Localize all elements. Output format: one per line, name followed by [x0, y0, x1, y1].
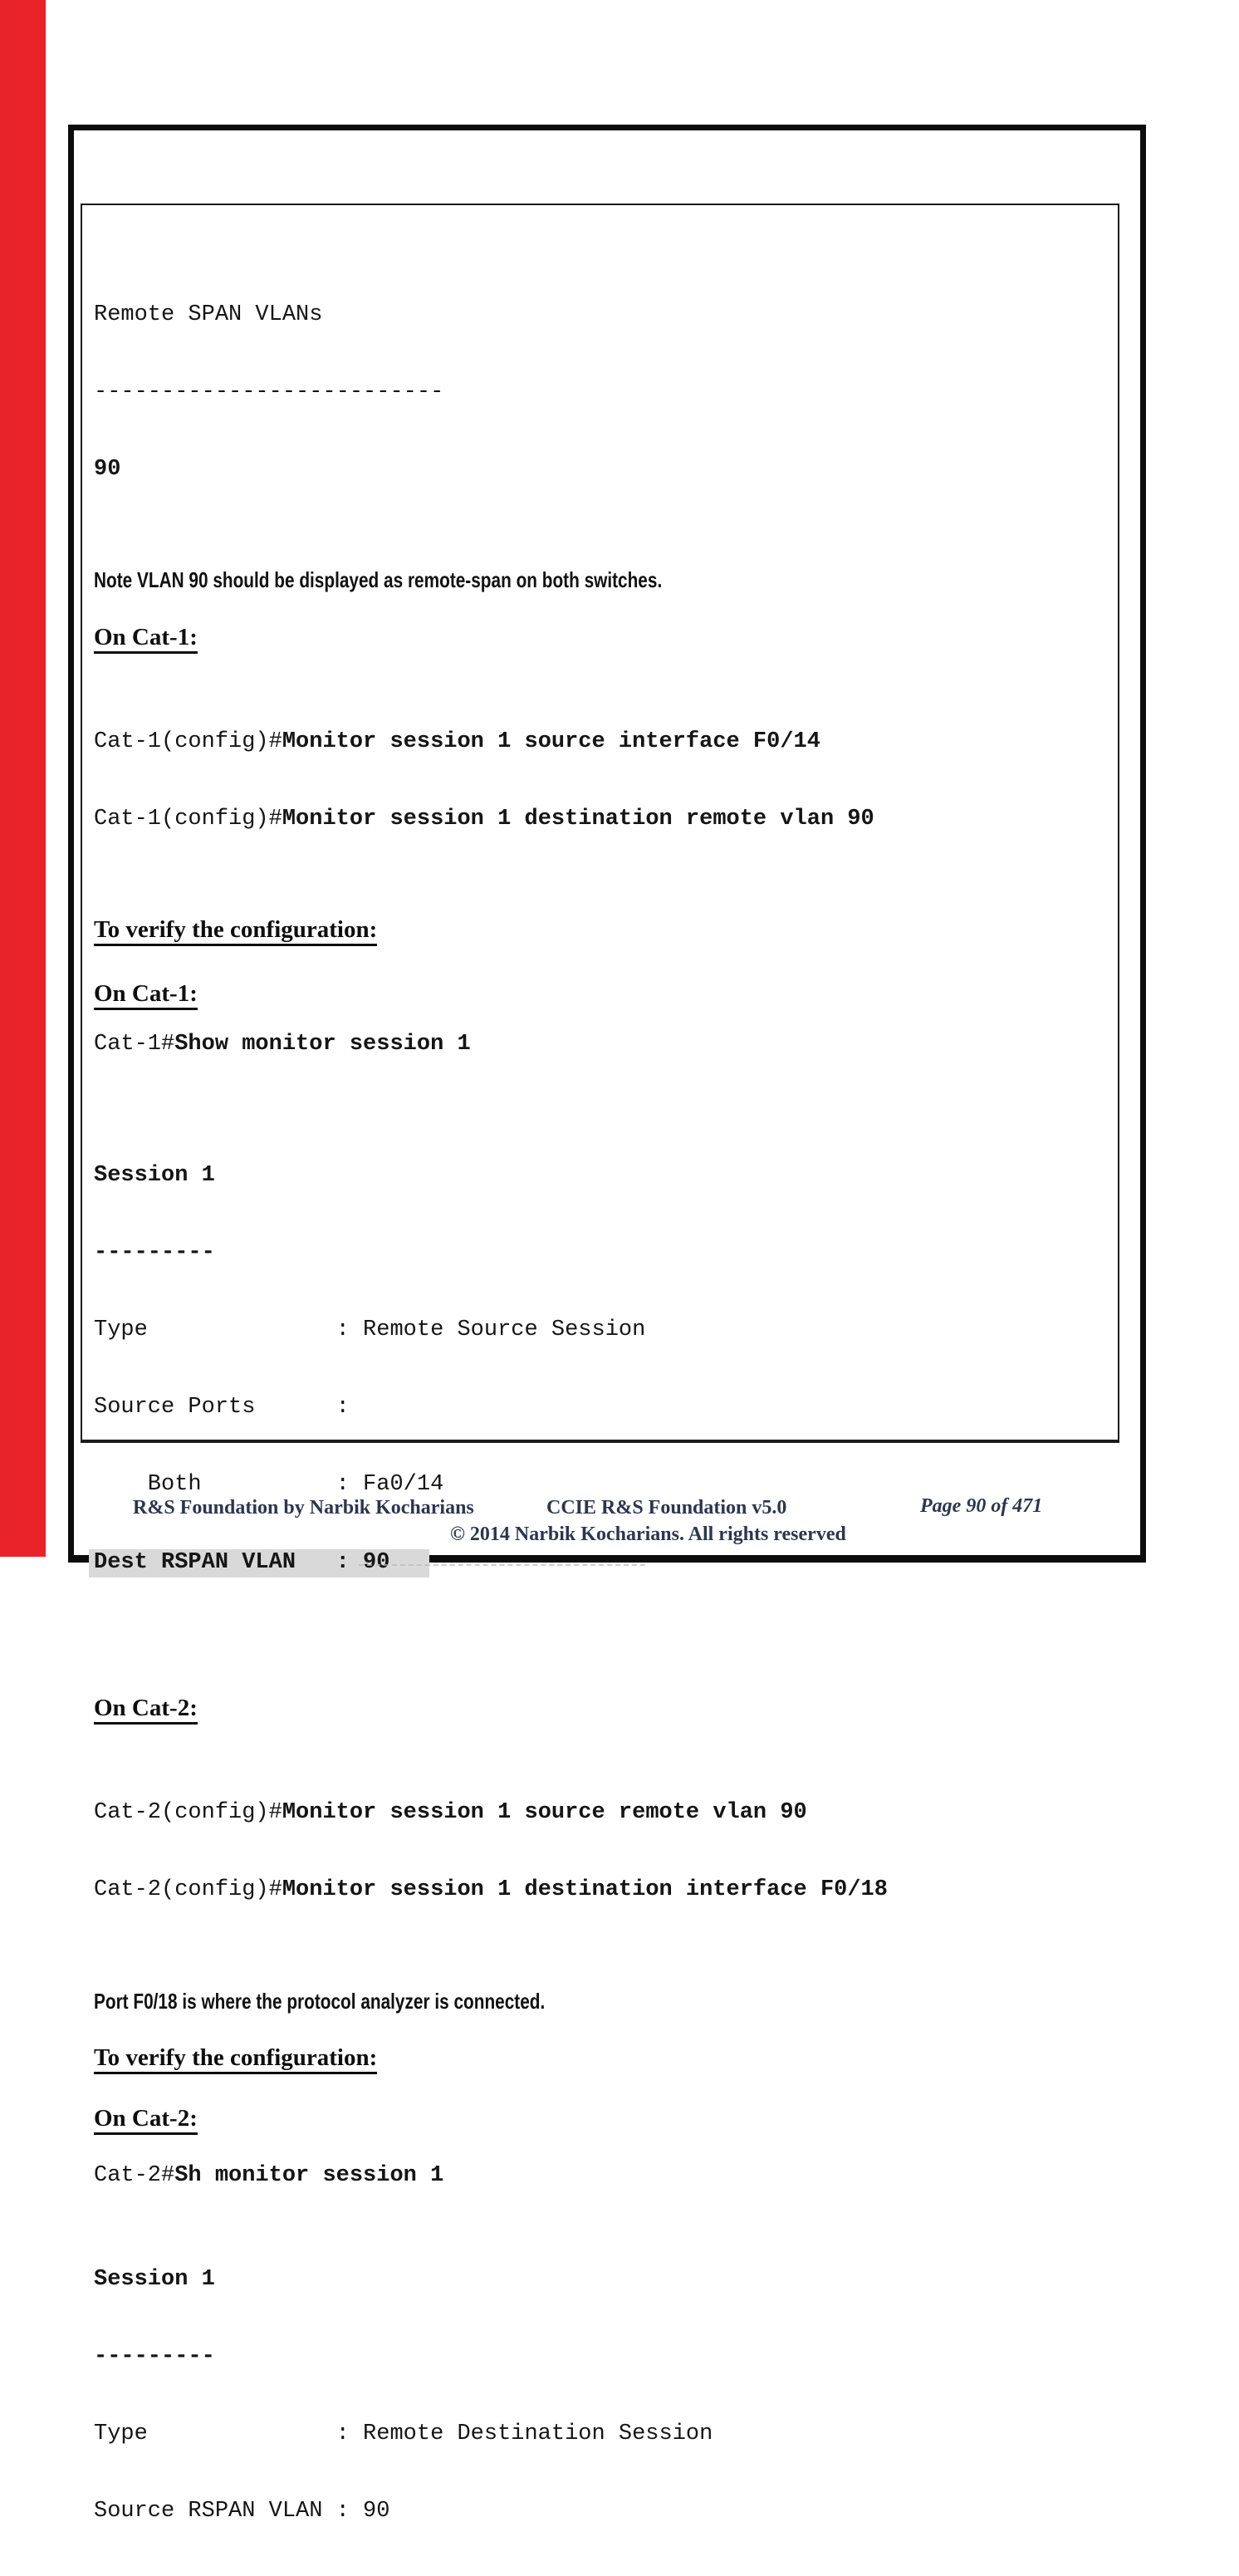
cat2-command2: Monitor session 1 destination interface F0/18	[282, 1877, 888, 1902]
cat2-config-line1	[94, 1800, 1103, 1826]
cat2-command1: Monitor session 1 source remote vlan 90	[282, 1800, 807, 1825]
cat2-show-line	[94, 2163, 1103, 2189]
session1-title: Session 1	[94, 1163, 215, 1188]
dest-rspan-highlight: Dest RSPAN VLAN : 90	[89, 1549, 429, 1577]
session1-row-type: Type : Remote Source Session	[94, 1317, 646, 1342]
session2-row-type: Type : Remote Destination Session	[94, 2421, 713, 2446]
cat2-config-block	[94, 1749, 1103, 1955]
cat1-config-block	[94, 678, 1103, 884]
heading-on-cat1-verify: On Cat-1:	[94, 979, 1103, 1008]
session1-row-source-ports: Source Ports :	[94, 1395, 350, 1420]
cat1-command1: Monitor session 1 source interface F0/14	[282, 729, 820, 754]
cat1-show-prompt: Cat-1#	[94, 1032, 175, 1057]
cat1-prompt2: Cat-1(config)#	[94, 807, 282, 832]
cat2-show-command: Sh monitor session 1	[174, 2163, 444, 2188]
terminal-content	[82, 205, 1118, 2576]
scan-artifact-dashes	[359, 1564, 645, 1566]
footer-copyright: © 2014 Narbik Kocharians. All rights reserved	[450, 1524, 846, 1545]
cat2-prompt1: Cat-2(config)#	[94, 1800, 282, 1825]
red-edge-strip	[0, 0, 46, 1557]
session2-divider: ---------	[94, 2344, 215, 2369]
footer-author: R&S Foundation by Narbik Kocharians	[133, 1497, 474, 1519]
heading-on-cat2: On Cat-2:	[94, 1693, 1103, 1723]
rspan-value: 90	[94, 457, 121, 482]
note-vlan90: Note VLAN 90 should be displayed as remote-span on both switches.	[94, 567, 663, 592]
cat1-show-line	[94, 1032, 1103, 1057]
note-port-f018: Port F0/18 is where the protocol analyzer is connected.	[94, 1989, 546, 2014]
cat1-show-command: Show monitor session 1	[174, 1032, 471, 1057]
cat2-config-line2	[94, 1877, 1103, 1903]
footer-page-number: Page 90 of 471	[920, 1495, 1043, 1517]
heading-on-cat1: On Cat-1:	[94, 622, 1103, 652]
rspan-vlan-block	[94, 251, 1103, 534]
session1-row-dest-rspan	[94, 1549, 1103, 1577]
cat2-show-prompt: Cat-2#	[94, 2163, 175, 2188]
session1-row-both: Both : Fa0/14	[94, 1472, 444, 1497]
cat1-prompt1: Cat-1(config)#	[94, 729, 282, 754]
cat2-prompt2: Cat-2(config)#	[94, 1877, 282, 1902]
cat1-command2: Monitor session 1 destination remote vlan 90	[282, 807, 874, 832]
session2-row-source-rspan: Source RSPAN VLAN : 90	[94, 2499, 390, 2524]
session1-divider: ---------	[94, 1240, 215, 1265]
cat1-config-line1	[94, 729, 1103, 755]
heading-on-cat2-verify: On Cat-2:	[94, 2103, 1103, 2133]
footer-title: CCIE R&S Foundation v5.0	[546, 1497, 787, 1519]
heading-verify2: To verify the configuration:	[94, 2043, 1103, 2073]
heading-verify1: To verify the configuration:	[94, 915, 1103, 945]
cat1-config-line2	[94, 807, 1103, 832]
session1-cat2-block	[94, 2215, 1103, 2576]
rspan-header: Remote SPAN VLANs	[94, 302, 323, 327]
session1-cat1-block	[94, 1111, 1103, 1629]
session2-title: Session 1	[94, 2267, 215, 2292]
rspan-divider: --------------------------	[94, 380, 444, 405]
